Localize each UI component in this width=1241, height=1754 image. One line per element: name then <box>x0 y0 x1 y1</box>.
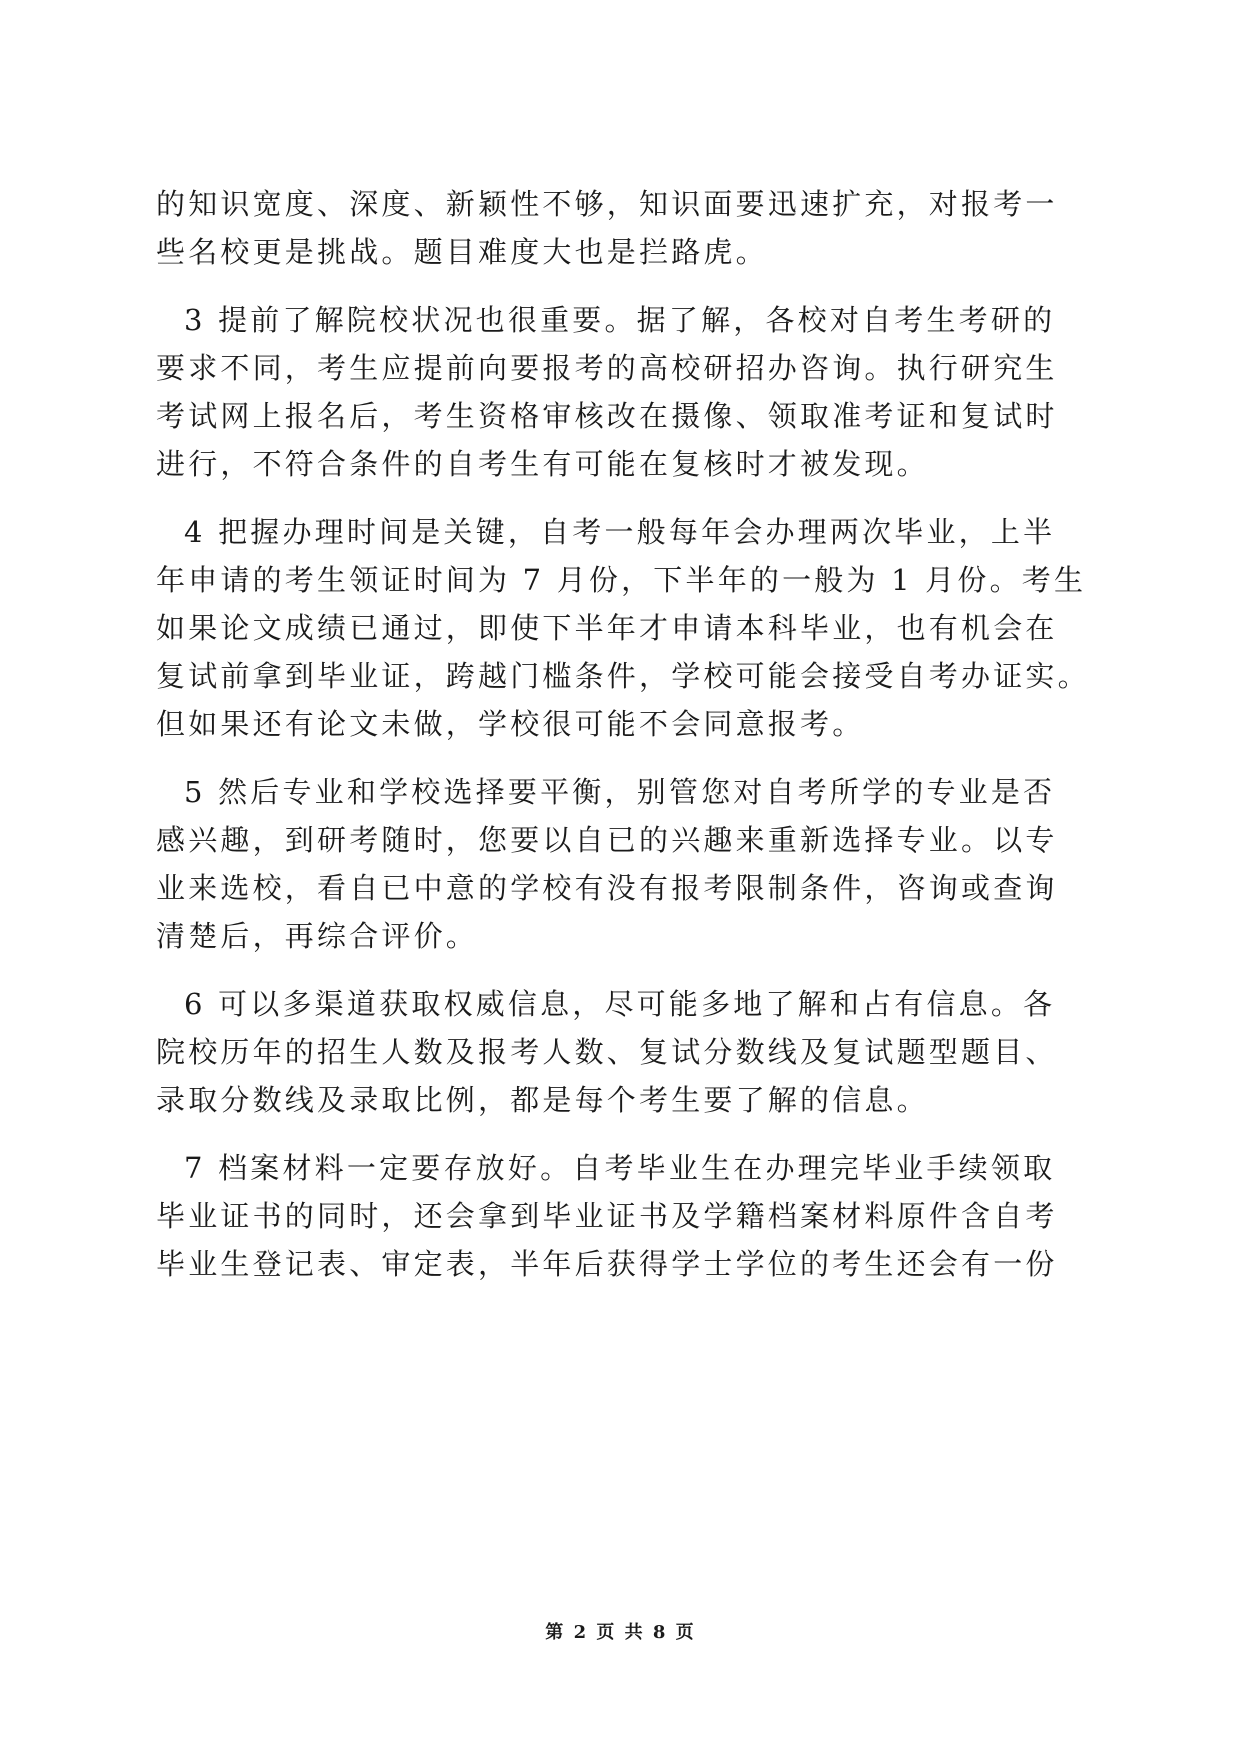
text-line: 5 然后专业和学校选择要平衡，别管您对自考所学的专业是否 <box>184 775 1056 809</box>
text-line: 考试网上报名后，考生资格审核改在摄像、领取准考证和复试时 <box>156 399 1058 433</box>
text-line: 6 可以多渠道获取权威信息，尽可能多地了解和占有信息。各 <box>184 987 1056 1021</box>
text-line: 录取分数线及录取比例，都是每个考生要了解的信息。 <box>156 1083 929 1117</box>
text-line: 但如果还有论文未做，学校很可能不会同意报考。 <box>156 707 865 741</box>
text-line: 感兴趣，到研考随时，您要以自已的兴趣来重新选择专业。以专 <box>156 823 1058 857</box>
text-line: 业来选校，看自已中意的学校有没有报考限制条件，咨询或查询 <box>156 871 1058 905</box>
text-line: 4 把握办理时间是关键，自考一般每年会办理两次毕业，上半 <box>184 515 1056 549</box>
text-line: 要求不同，考生应提前向要报考的高校研招办咨询。执行研究生 <box>156 351 1058 385</box>
document-body <box>156 180 1116 1288</box>
text-line: 年申请的考生领证时间为 7 月份，下半年的一般为 1 月份。考生 <box>156 563 1087 597</box>
text-line: 些名校更是挑战。题目难度大也是拦路虎。 <box>156 235 768 269</box>
text-line: 清楚后，再综合评价。 <box>156 919 479 953</box>
text-line: 3 提前了解院校状况也很重要。据了解，各校对自考生考研的 <box>184 303 1056 337</box>
text-line: 毕业生登记表、审定表，半年后获得学士学位的考生还会有一份 <box>156 1247 1058 1281</box>
text-line: 如果论文成绩已通过，即使下半年才申请本科毕业，也有机会在 <box>156 611 1058 645</box>
text-line: 的知识宽度、深度、新颖性不够，知识面要迅速扩充，对报考一 <box>156 187 1058 221</box>
text-line: 7 档案材料一定要存放好。自考毕业生在办理完毕业手续领取 <box>184 1151 1056 1185</box>
page-number-footer: 第 2 页 共 8 页 <box>545 1622 696 1643</box>
text-line: 进行，不符合条件的自考生有可能在复核时才被发现。 <box>156 447 929 481</box>
text-line: 院校历年的招生人数及报考人数、复试分数线及复试题型题目、 <box>156 1035 1058 1069</box>
text-line: 复试前拿到毕业证，跨越门槛条件，学校可能会接受自考办证实。 <box>156 659 1090 693</box>
text-line: 毕业证书的同时，还会拿到毕业证书及学籍档案材料原件含自考 <box>156 1199 1058 1233</box>
